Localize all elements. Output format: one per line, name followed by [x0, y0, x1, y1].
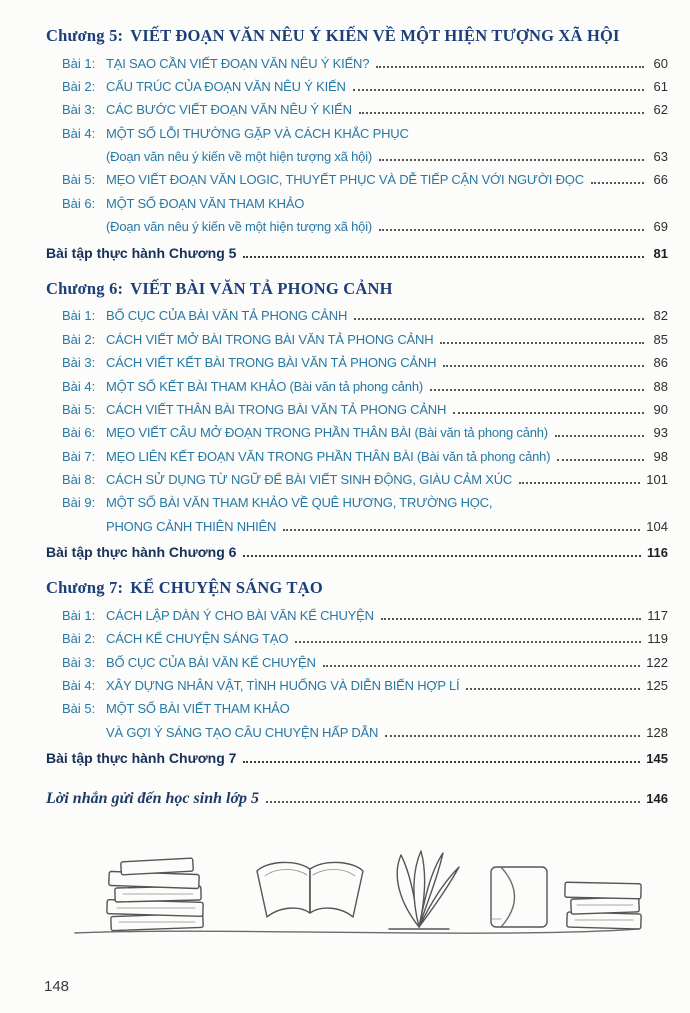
lesson-subtitle: (Đoạn văn nêu ý kiến về một hiện tượng xã hội)	[106, 219, 373, 235]
dot-leader	[376, 66, 644, 68]
lesson-title: MỘT SỐ BÀI VIẾT THAM KHẢO	[106, 701, 290, 717]
toc-entry-line1	[62, 192, 668, 215]
dot-leader	[359, 112, 644, 114]
page-ref: 85	[653, 331, 668, 347]
practice-row	[46, 541, 668, 566]
page-ref: 128	[646, 724, 668, 740]
page-ref: 101	[646, 472, 668, 487]
practice-row	[46, 241, 668, 266]
toc-entry	[62, 375, 668, 398]
toc-entry-line1	[62, 492, 668, 515]
chapter-heading	[46, 279, 668, 299]
lesson-title: CÁC BƯỚC VIẾT ĐOẠN VĂN NÊU Ý KIẾN	[106, 102, 352, 118]
book-stack-left-icon	[107, 858, 203, 930]
lesson-title: CÁCH LẬP DÀN Ý CHO BÀI VĂN KỂ CHUYỆN	[106, 607, 374, 623]
chapter-title: VIẾT BÀI VĂN TẢ PHONG CẢNH	[130, 278, 393, 298]
dot-leader	[440, 342, 644, 344]
page-ref: 69	[653, 219, 668, 235]
page-ref: 81	[653, 245, 668, 261]
lesson-label: Bài 7:	[62, 448, 96, 464]
page-ref: 98	[653, 448, 668, 464]
lesson-title: CÁCH VIẾT KẾT BÀI TRONG BÀI VĂN TẢ PHONG CẢNH	[106, 355, 437, 371]
page-ref: 125	[646, 678, 668, 694]
page-ref: 60	[653, 55, 668, 71]
toc-entry	[62, 328, 668, 351]
lesson-title: TẠI SAO CẦN VIẾT ĐOẠN VĂN NÊU Ý KIẾN?	[106, 55, 370, 71]
toc-entry	[62, 698, 668, 745]
lesson-label: Bài 1:	[62, 308, 96, 324]
chapter-label: Chương 7:	[46, 578, 124, 598]
dot-leader	[243, 555, 641, 557]
footer-note	[46, 785, 668, 813]
lesson-subtitle: PHONG CẢNH THIÊN NHIÊN	[106, 518, 277, 534]
lesson-label: Bài 2:	[62, 331, 96, 347]
dot-leader	[555, 435, 644, 437]
lesson-label: Bài 4:	[62, 678, 96, 694]
lesson-label: Bài 5:	[62, 401, 96, 417]
lesson-title: BỐ CỤC CỦA BÀI VĂN TẢ PHONG CẢNH	[106, 308, 348, 324]
toc-entry	[62, 398, 668, 421]
dot-leader	[243, 761, 640, 763]
toc-entry-line2	[106, 721, 668, 744]
dot-leader	[443, 365, 644, 367]
chapter-entries	[62, 52, 668, 239]
dot-leader	[379, 229, 644, 231]
footer-note-text: Lời nhắn gửi đến học sinh lớp 5	[46, 789, 260, 807]
page-ref: 146	[646, 790, 668, 806]
toc-entry	[62, 52, 668, 75]
lesson-label: Bài 1:	[62, 607, 96, 623]
practice-label: Bài tập thực hành Chương 7	[46, 750, 237, 767]
lesson-subtitle: (Đoạn văn nêu ý kiến về một hiện tượng xã hội)	[106, 149, 373, 165]
lesson-label: Bài 9:	[62, 495, 96, 511]
page-ref: 93	[653, 425, 668, 441]
lesson-label: Bài 3:	[62, 355, 96, 371]
dot-leader	[353, 89, 644, 91]
chapter-6-section	[46, 279, 668, 566]
page-ref: 122	[646, 654, 668, 670]
dot-leader	[519, 482, 640, 484]
page-ref: 117	[647, 607, 668, 623]
lesson-label: Bài 3:	[62, 654, 96, 670]
books-illustration	[46, 839, 668, 943]
toc-entry	[62, 75, 668, 98]
dot-leader	[385, 735, 640, 737]
toc-entry-line2	[106, 515, 668, 538]
lesson-label: Bài 5:	[62, 172, 96, 188]
page-ref: 119	[647, 631, 668, 647]
toc-entry	[62, 352, 668, 375]
chapter-label: Chương 5:	[46, 26, 124, 45]
toc-entry	[62, 674, 668, 697]
chapter-5-section	[46, 26, 668, 266]
lesson-title: CÁCH SỬ DỤNG TỪ NGỮ ĐỂ BÀI VIẾT SINH ĐỘNG, GIÀU CẢM XÚC	[106, 472, 513, 487]
page-ref: 66	[653, 172, 668, 188]
toc-entry	[62, 192, 668, 239]
dot-leader	[430, 389, 644, 391]
lesson-title: CÁCH KỂ CHUYỆN SÁNG TẠO	[106, 631, 289, 647]
toc-entry	[62, 169, 668, 192]
lesson-label: Bài 4:	[62, 378, 96, 394]
fanned-book-icon	[389, 851, 459, 929]
toc-entry	[62, 468, 668, 491]
book-stack-right-icon	[565, 882, 641, 929]
lesson-title: XÂY DỰNG NHÂN VẬT, TÌNH HUỐNG VÀ DIỄN BIẾN HỢP LÍ	[106, 678, 460, 694]
dot-leader	[591, 182, 644, 184]
toc-entry	[62, 445, 668, 468]
dot-leader	[243, 256, 644, 258]
chapter-7-section	[46, 578, 668, 771]
toc-entry-line2	[106, 216, 668, 239]
toc-entry	[62, 492, 668, 539]
chapter-title: VIẾT ĐOẠN VĂN NÊU Ý KIẾN VỀ MỘT HIỆN TƯỢNG XÃ HỘI	[130, 26, 620, 45]
chapter-label: Chương 6:	[46, 278, 124, 298]
lesson-label: Bài 1:	[62, 55, 96, 71]
dot-leader	[354, 318, 644, 320]
dot-leader	[323, 665, 641, 667]
lesson-title: MỘT SỐ KẾT BÀI THAM KHẢO (Bài văn tả phong cảnh)	[106, 378, 423, 394]
chapter-heading	[46, 578, 668, 598]
toc-entry-line2	[106, 146, 668, 169]
dot-leader	[381, 618, 641, 620]
page-ref: 82	[653, 308, 668, 324]
toc-entry	[62, 651, 668, 674]
dot-leader	[295, 641, 641, 643]
dot-leader	[379, 159, 644, 161]
lesson-title: MẸO LIÊN KẾT ĐOẠN VĂN TRONG PHẦN THÂN BÀI (Bài văn tả phong cảnh)	[106, 448, 551, 464]
toc-entry	[62, 122, 668, 169]
page-ref: 86	[653, 355, 668, 371]
toc-entry	[62, 628, 668, 651]
chapter-entries	[62, 305, 668, 539]
page-ref: 63	[653, 149, 668, 165]
lesson-title: MẸO VIẾT CÂU MỞ ĐOẠN TRONG PHẦN THÂN BÀI (Bài văn tả phong cảnh)	[106, 425, 548, 441]
lesson-label: Bài 2:	[62, 631, 96, 647]
toc-entry	[62, 604, 668, 627]
lesson-label: Bài 5:	[62, 701, 96, 717]
lesson-title: CẤU TRÚC CỦA ĐOẠN VĂN NÊU Ý KIẾN	[106, 78, 346, 94]
toc-entry	[62, 99, 668, 122]
books-sketch-icon	[67, 839, 647, 943]
dot-leader	[466, 688, 640, 690]
page-ref: 116	[647, 545, 668, 561]
page-ref: 61	[653, 78, 668, 94]
page-ref: 145	[646, 751, 668, 767]
lesson-title: MỘT SỐ ĐOẠN VĂN THAM KHẢO	[106, 195, 305, 211]
dot-leader	[266, 801, 640, 803]
lesson-title: BỐ CỤC CỦA BÀI VĂN KỂ CHUYỆN	[106, 654, 316, 670]
lesson-label: Bài 8:	[62, 472, 96, 487]
lesson-title: MẸO VIẾT ĐOẠN VĂN LOGIC, THUYẾT PHỤC VÀ DỄ TIẾP CẬN VỚI NGƯỜI ĐỌC	[106, 172, 584, 188]
lesson-label: Bài 3:	[62, 102, 96, 118]
lesson-label: Bài 6:	[62, 425, 96, 441]
lesson-title: MỘT SỐ BÀI VĂN THAM KHẢO VỀ QUÊ HƯƠNG, TRƯỜNG HỌC,	[106, 495, 493, 511]
lesson-label: Bài 2:	[62, 78, 96, 94]
chapter-heading	[46, 26, 668, 46]
dot-leader	[557, 459, 644, 461]
dot-leader	[453, 412, 644, 414]
closed-book-icon	[491, 867, 547, 927]
toc-entry-line1	[62, 698, 668, 721]
page-ref: 62	[653, 102, 668, 118]
chapter-title: KỂ CHUYỆN SÁNG TẠO	[130, 578, 323, 598]
lesson-title: MỘT SỐ LỖI THƯỜNG GẶP VÀ CÁCH KHẮC PHỤC	[106, 125, 409, 141]
practice-row	[46, 747, 668, 772]
lesson-title: CÁCH VIẾT MỞ BÀI TRONG BÀI VĂN TẢ PHONG CẢNH	[106, 331, 434, 347]
chapter-entries	[62, 604, 668, 744]
lesson-title: CÁCH VIẾT THÂN BÀI TRONG BÀI VĂN TẢ PHONG CẢNH	[106, 401, 447, 417]
page-ref: 104	[646, 518, 668, 534]
dot-leader	[283, 529, 640, 531]
lesson-label: Bài 4:	[62, 125, 96, 141]
practice-label: Bài tập thực hành Chương 5	[46, 244, 237, 261]
lesson-subtitle: VÀ GỢI Ý SÁNG TẠO CÂU CHUYỆN HẤP DẪN	[106, 724, 379, 740]
lesson-label: Bài 6:	[62, 195, 96, 211]
toc-entry	[62, 422, 668, 445]
toc-entry	[62, 305, 668, 328]
open-book-icon	[257, 862, 363, 917]
page-ref: 88	[653, 378, 668, 394]
toc-entry-line1	[62, 122, 668, 145]
page-ref: 90	[653, 401, 668, 417]
practice-label: Bài tập thực hành Chương 6	[46, 544, 237, 561]
page-footer-number: 148	[44, 978, 70, 995]
